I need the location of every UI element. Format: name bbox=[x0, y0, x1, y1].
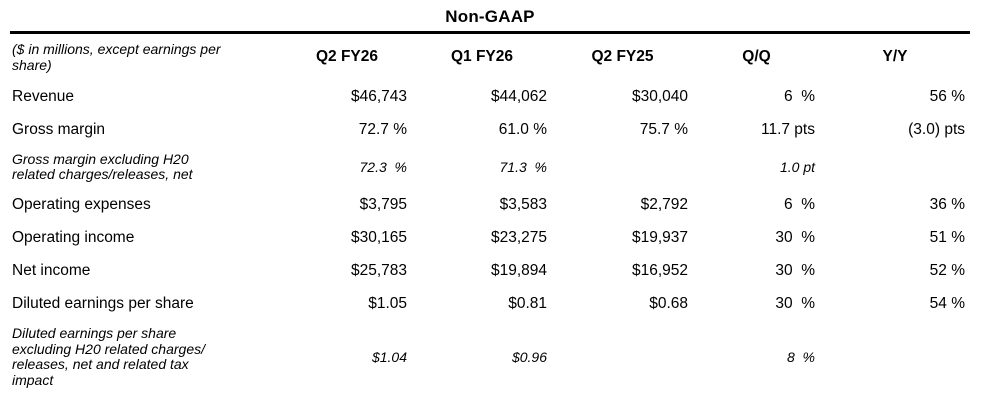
table-row-operating-expenses bbox=[10, 188, 970, 221]
cell-value: $19,937 bbox=[631, 228, 688, 246]
cell-value: 8 % bbox=[786, 349, 815, 365]
cell-value bbox=[820, 320, 970, 394]
cell-value: 6 % bbox=[783, 87, 815, 105]
cell-value: 30 % bbox=[775, 228, 815, 246]
financials-table bbox=[10, 34, 970, 394]
column-header-yy: Y/Y bbox=[882, 48, 908, 65]
cell-value: 11.7 pts bbox=[760, 120, 815, 138]
table-row-gross-margin bbox=[10, 113, 970, 146]
cell-value: 75.7 % bbox=[639, 120, 688, 138]
column-header-q1-fy26: Q1 FY26 bbox=[450, 48, 514, 65]
column-header-q2-fy26: Q2 FY26 bbox=[315, 48, 379, 65]
cell-value: 56 % bbox=[929, 87, 965, 105]
cell-value: $30,165 bbox=[350, 228, 407, 246]
cell-value: 52 % bbox=[929, 261, 965, 279]
non-gaap-table-section bbox=[10, 0, 970, 394]
header-row bbox=[10, 34, 970, 80]
cell-value: 1.0 pt bbox=[779, 159, 815, 175]
row-label: Gross margin excluding H20 related charges/releases, net bbox=[12, 150, 193, 182]
column-header-q2-fy25: Q2 FY25 bbox=[591, 48, 654, 65]
table-row-gross-margin-excl-h20 bbox=[10, 146, 970, 188]
cell-value: $44,062 bbox=[490, 87, 547, 105]
table-row-diluted-eps bbox=[10, 287, 970, 320]
table-row-revenue bbox=[10, 80, 970, 113]
cell-value: $19,894 bbox=[490, 261, 547, 279]
cell-value: 72.7 % bbox=[358, 120, 407, 138]
cell-value: 30 % bbox=[775, 261, 815, 279]
cell-value: $1.05 bbox=[368, 294, 407, 312]
cell-value: 61.0 % bbox=[498, 120, 547, 138]
cell-value: $30,040 bbox=[631, 87, 688, 105]
cell-value: $0.96 bbox=[511, 349, 547, 365]
cell-value: 54 % bbox=[929, 294, 965, 312]
row-label: Operating income bbox=[12, 229, 135, 246]
cell-value: $0.68 bbox=[649, 294, 688, 312]
cell-value: 71.3 % bbox=[499, 159, 547, 175]
cell-value bbox=[552, 320, 693, 394]
cell-value bbox=[552, 146, 693, 188]
cell-value: 6 % bbox=[783, 195, 815, 213]
table-row-operating-income bbox=[10, 221, 970, 254]
table-title: Non-GAAP bbox=[445, 7, 535, 26]
cell-value: (3.0) pts bbox=[908, 120, 965, 138]
row-label: Operating expenses bbox=[12, 196, 151, 213]
cell-value bbox=[820, 146, 970, 188]
cell-value: $23,275 bbox=[490, 228, 547, 246]
cell-value: $1.04 bbox=[371, 349, 407, 365]
cell-value: $2,792 bbox=[640, 195, 688, 213]
cell-value: $46,743 bbox=[350, 87, 407, 105]
cell-value: $16,952 bbox=[631, 261, 688, 279]
cell-value: 30 % bbox=[775, 294, 815, 312]
row-label: Gross margin bbox=[12, 121, 106, 138]
table-row-net-income bbox=[10, 254, 970, 287]
cell-value: $3,583 bbox=[499, 195, 547, 213]
units-note: ($ in millions, except earnings per share) bbox=[12, 41, 221, 73]
table-row-diluted-eps-excl-h20 bbox=[10, 320, 970, 394]
cell-value: 51 % bbox=[929, 228, 965, 246]
cell-value: 36 % bbox=[929, 195, 965, 213]
row-label: Revenue bbox=[12, 88, 75, 105]
row-label: Diluted earnings per share excluding H20 related charges/ releases, net and related tax impact bbox=[12, 325, 206, 388]
row-label: Net income bbox=[12, 262, 91, 279]
cell-value: 72.3 % bbox=[359, 159, 407, 175]
cell-value: $0.81 bbox=[508, 294, 547, 312]
row-label: Diluted earnings per share bbox=[12, 295, 194, 312]
column-header-qq: Q/Q bbox=[742, 48, 771, 65]
cell-value: $3,795 bbox=[359, 195, 407, 213]
cell-value: $25,783 bbox=[350, 261, 407, 279]
